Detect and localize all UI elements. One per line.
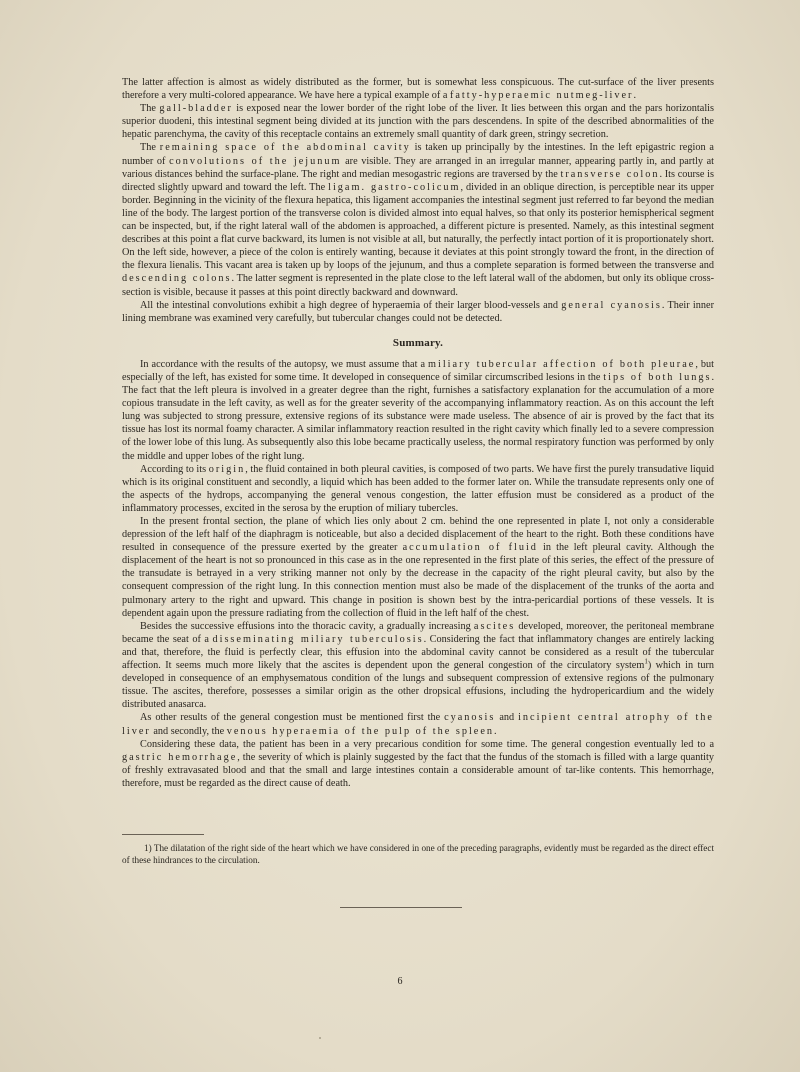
text-run: ) which in turn developed in consequence of an emphysematous condition of the lungs and subsequent compression of extensive regions of the pulmonary tissue. The ascites, therefore, possesses a similar origin as the other dropsical effusions, including the hydropericardium and the widely distributed anasarca. (122, 660, 714, 711)
spaced-emphasis: descending colons (122, 273, 232, 285)
spaced-emphasis: gastric hemorrhage (122, 751, 238, 763)
spaced-emphasis: general cyanosis (561, 299, 662, 311)
text-run: In the present frontal section, the plane of which lies only about 2 cm. behind the one represented in plate I, not only a considerable depression of the left half of the diaphragm is noticeable, but also a decided displacement of the heart to the right. Both these conditions have resulted in consequence of the pressure exerted by the greater (122, 516, 714, 554)
text-run: In accordance with the results of the autopsy, we must assume that a (140, 358, 428, 370)
text-run: The (140, 142, 160, 154)
spaced-emphasis: venous hyperaemia of the pulp of the spleen (226, 725, 495, 737)
text-run: According to its (140, 463, 209, 475)
spaced-emphasis: miliary tubercular affection of both pleurae (428, 358, 696, 370)
text-run: Considering these data, the patient has been in a very precarious condition for some time. The general congestion eventually led to a (140, 738, 714, 750)
text-run: . Considering the fact that inflammatory changes are entirely lacking and that, therefore, the fluid is perfectly clear, this effusion into the abdominal cavity cannot be considered as a result of the tubercular affection. It seems much more likely that the ascites is dependent upon the general congestion of the circulatory system (122, 633, 715, 672)
text-run: The latter affection is almost as widely distributed as the former, but is somewhat less conspicuous. The cut-surface of the liver presents therefore a very multi-colored appearance. We have here a typical example of a (122, 77, 714, 102)
paragraph (122, 463, 714, 515)
footnote-text: 1) The dilatation of the right side of the heart which we have considered in one of the preceding paragraphs, evidently must be regarded as the direct effect of these hindrances to the circulation. (122, 843, 714, 865)
spaced-emphasis: remaining space of the abdominal cavity (159, 142, 411, 154)
page-number: 6 (397, 976, 403, 987)
section-summary (122, 358, 714, 790)
text-run: . (494, 725, 497, 737)
end-rule (340, 907, 462, 908)
text-run: in the left pleural cavity. Although the displacement of the heart is not so pronounced in this case as in the one represented in the first plate of this series, the effect of the pressure of the transudate is betrayed in a very striking manner not only by the decrease in the capacity of the right pleural cavity, but also by the consequent compression of the right lung. In this connection mention must also be made of the displacement of the trunks of the aorta and pulmonary artery to the right and upward. This change in position is shown best by the intra-pericardial portions of these vessels. It is dependent again upon the pressure radiating from the collection of fluid in the left half of the chest. (122, 542, 715, 619)
text-run: , but especially of the left, has existed for some time. It developed in consequence of similar circumscribed lesions in the (122, 358, 714, 383)
text-run: As other results of the general congestion must be mentioned first the (140, 712, 445, 724)
footnote-ref: 1 (644, 657, 648, 666)
paragraph (122, 141, 714, 298)
spaced-emphasis: tips of both lungs (603, 371, 712, 383)
text-run: are visible. They are arranged in an irregular manner, appearing partly in, and partly at various distances behind the surface-plane. The right and median mesogastric regions are traversed by the (122, 155, 714, 180)
text-run: . The fact that the left pleura is involved in a greater degree than the right, furnishes a satisfactory explanation for the accumulation of a more copious transudate in the left cavity, as well as for the greater severity of the accompanying inflammatory reaction. As on this account the left lung was subjected to strong pressure, extensive regions of its substance were made useless. The absence of air is proved by the fact that its tissue has lost its normal foamy character. A similar inflammatory reaction resulted in the right cavity which finally led to a severe compression of the lower lobe of this lung. As subsequently also this lobe became practically useless, the normal respiratory function was performed by only the middle and upper lobes of the right lung. (122, 371, 714, 462)
paragraph (122, 711, 714, 737)
spaced-emphasis: transverse colon (560, 168, 660, 180)
text-run: . Its course is directed slightly upward and toward the left. The (122, 168, 714, 193)
spaced-emphasis: disseminating miliary tuberculosis (212, 633, 424, 645)
text-run: . Their inner lining membrane was examined very carefully, but tubercular changes could not be detected. (122, 299, 714, 324)
paper-speck (319, 1037, 321, 1039)
spaced-emphasis: accumulation of fluid (402, 542, 538, 554)
paragraph (122, 76, 714, 102)
spaced-emphasis: origin (208, 463, 246, 475)
footnote (122, 843, 714, 867)
text-run: , the severity of which is plainly suggested by the fact that the fundus of the stomach is filled with a large quantity of freshly extravasated blood and that the small and large intestines contain a considerable amount of tar-like contents. This hemorrhage, therefore, must be regarded as the direct cause of death. (122, 751, 714, 789)
body-text (122, 76, 714, 790)
text-run: . The latter segment is represented in the plate close to the left lateral wall of the abdomen, but only its oblique cross-section is visible, because it passes at this point directly backward and downward. (122, 273, 715, 298)
text-run: All the intestinal convolutions exhibit a high degree of hyperaemia of their larger blood-vessels and (140, 299, 562, 311)
paragraph (122, 620, 714, 712)
text-run: and (495, 712, 519, 724)
text-run: Besides the successive effusions into the thoracic cavity, a gradually increasing (140, 620, 474, 632)
summary-heading: Summary. (392, 336, 444, 349)
spaced-emphasis: cyanosis (444, 712, 496, 724)
text-run: , the fluid contained in both pleural cavities, is composed of two parts. We have first the purely transudative liquid which is its original constituent and secondly, a liquid which has been added to the former later on. While the transudate represents only one of the aspects of the hydrops, accompanying the general venous congestion, the latter effusion must be considered as a product of the inflammatory processes, excited in the serosa by the eruption of miliary tubercles. (122, 463, 714, 514)
section-liver-abdomen (122, 76, 714, 325)
text-run: is exposed near the lower border of the right lobe of the liver. It lies between this organ and the pars horizontalis superior duodeni, this intestinal segment being divided at its junction with the pars descendens. In spite of the described abnormalities of the hepatic parenchyma, the cavity of this receptacle contains an extremely small quantity of dark green, stringy secretion. (122, 103, 714, 141)
spaced-emphasis: fatty-hyperaemic nutmeg-liver (449, 90, 634, 102)
spaced-emphasis: ligam. gastro-colicum (328, 181, 461, 193)
text-run: . (633, 90, 637, 102)
text-run: The (140, 103, 160, 115)
spaced-emphasis: gall-bladder (159, 103, 233, 115)
text-run: and secondly, the (150, 725, 227, 737)
paragraph (122, 358, 714, 463)
spaced-emphasis: ascites (473, 620, 516, 632)
footnote-rule (122, 834, 204, 835)
paragraph (122, 102, 714, 141)
text-run: , divided in an oblique direction, is perceptible near its upper border. Beginning in the vicinity of the flexura hepatica, this ligament accompanies the intestinal segment just referred to far beyond the median line of the body. The largest portion of the transverse colon is divided almost into equal halves, so that only its posterior hemispherical segment can be inspected, but, if the right lateral wall of the abdomen is approached, a different picture is presented. Namely, as this intestinal segment describes at this point a flat curve backward, its lumen is not visible at all, but naturally, the perfectly intact portion of it is proportionately short. On the left side, however, a piece of the colon is entirely wanting, because it deviates at this point strongly toward the front, in the direction of the flexura lienalis. This vacant area is taken up by loops of the jejunum, and thus a complete separation is formed between the transverse and (122, 181, 715, 272)
spaced-emphasis: incipient central atrophy of the liver (122, 712, 714, 737)
paragraph (122, 515, 714, 620)
spaced-emphasis: convolutions of the jejunum (169, 155, 342, 167)
paragraph (122, 299, 714, 325)
text-run: is taken up principally by the intestines. In the left epigastric region a number of (122, 142, 714, 167)
paragraph (122, 738, 714, 790)
text-run: developed, moreover, the peritoneal membrane became the seat of a (122, 620, 715, 645)
